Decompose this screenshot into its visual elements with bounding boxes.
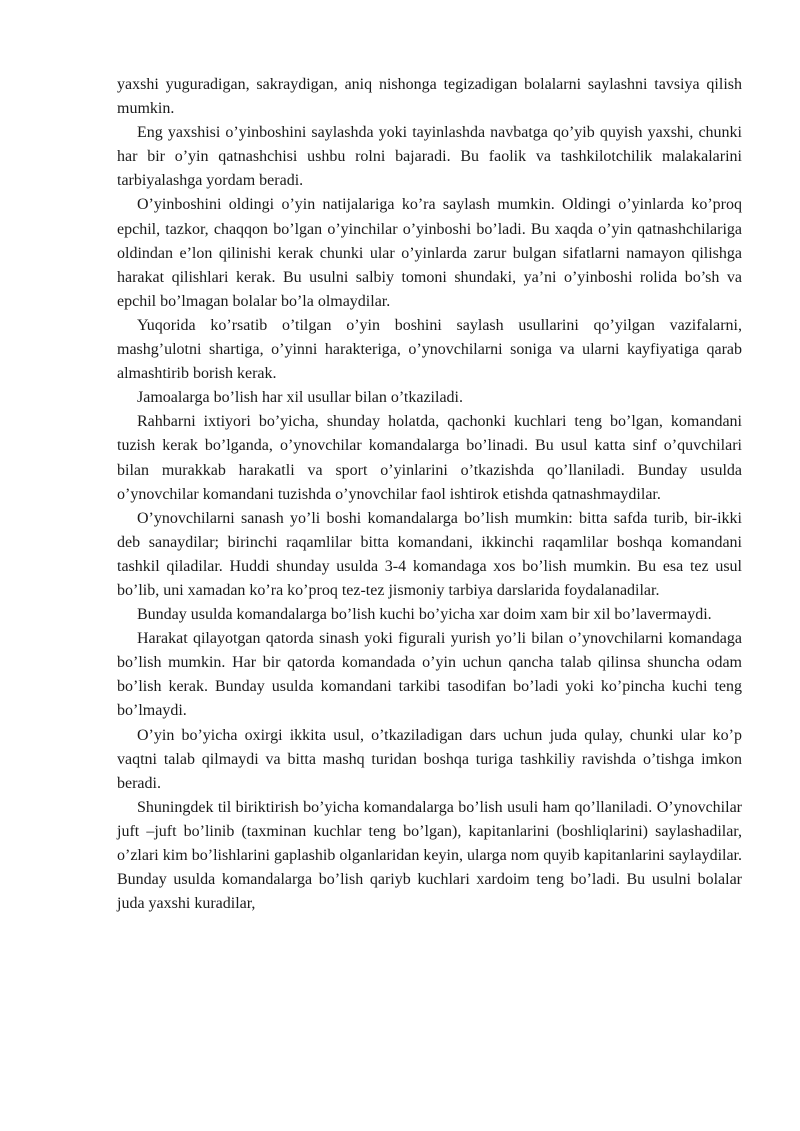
paragraph-pairing-method: Shuningdek til biriktirish bo’yicha komandalarga bo’lish usuli ham qo’llaniladi. O’ynovchilar juft –juft bo’linib (taxminan kuchlar teng bo’lgan), kapitanlarini (boshliqlarini) saylashadilar, o’zlari kim bo’lishlarini gaplashib olganlaridan keyin, ularga nom quyib kapitanlarini saylaydilar. Bunday usulda komandalarga bo’lish qariyb kuchlari xardoim teng bo’ladi. Bu usulni bolalar juda yaxshi kuradilar, (117, 798, 742, 913)
paragraph-rotating-leader: Eng yaxshisi o’yinboshini saylashda yoki tayinlashda navbatga qo’yib quyish yaxshi, chunki har bir o’yin qatnashchisi ushbu rolni bajaradi. Bu faolik va tashkilotchilik malakalarini tarbiyalashga yordam beradi. (117, 124, 742, 190)
paragraph-last-two-methods: O’yin bo’yicha oxirgi ikkita usul, o’tkaziladigan dars uchun juda qulay, chunki ular ko’p vaqtni talab qilmaydi va bitta mashq turidan boshqa turiga tashkiliy ravishda o’tishga imkon beradi. (117, 726, 742, 792)
paragraph-alternating-methods: Yuqorida ko’rsatib o’tilgan o’yin boshini saylash usullarini qo’yilgan vazifalarni, mashg’ulotni shartiga, o’yinni harakteriga, o’ynovchilarni soniga va ularni kayfiyatiga qarab almashtirib borish kerak. (117, 316, 742, 383)
paragraph-teacher-choice: Rahbarni ixtiyori bo’yicha, shunday holatda, qachonki kuchlari teng bo’lgan, komandani tuzish kerak bo’lganda, o’ynovchilar komandalarga bo’linadi. Bu usul katta sinf o’quvchilari bilan murakkab harakatli va sport o’yinlarini o’tkazishda qo’llaniladi. Bunday usulda o’ynovchilar komandani tuzishda o’ynovchilar faol ishtirok etishda qatnashmaydilar. (117, 413, 742, 503)
paragraph-team-division-intro: Jamoalarga bo’lish har xil usullar bilan o’tkaziladi. (137, 389, 463, 407)
paragraph-continuation: yaxshi yuguradigan, sakraydigan, aniq nishonga tegizadigan bolalarni saylashni tavsiya qilish mumkin. (117, 76, 742, 118)
paragraph-counting-method: O’ynovchilarni sanash yo’li boshi komandalarga bo’lish mumkin: bitta safda turib, bir-ikki deb sanaydilar; birinchi raqamlilar bitta komandani, ikkinchi raqamlilar boshqa komandani tashkil qiladilar. Huddi shunday usulda 3-4 komandaga xos bo’lish mumkin. Bu esa tez usul bo’lib, uni xamadan ko’ra ko’proq tez-tez jismoniy tarbiya darslarida foydalanadilar. (117, 509, 742, 599)
document-page (117, 73, 742, 916)
paragraph-figure-walking: Harakat qilayotgan qatorda sinash yoki figurali yurish yo’li bilan o’ynovchilarni komandaga bo’lish mumkin. Har bir qatorda komandada o’yin uchun qancha talab qilinsa shuncha odam bo’lish kerak. Bunday usulda komandani tarkibi tasodifan bo’ladi yoki ko’pincha kuchi teng bo’lmaydi. (117, 630, 742, 720)
paragraph-leader-by-results: O’yinboshini oldingi o’yin natijalariga ko’ra saylash mumkin. Oldingi o’yinlarda ko’proq epchil, tazkor, chaqqon bo’lgan o’yinchilar o’yinboshi bo’ladi. Bu xaqda o’yin qatnashchilariga oldindan e’lon qilinishi kerak chunki ular o’yinlarda zarur bulgan sifatlarni namayon qilishga harakat qilishlari kerak. Bu usulni salbiy tomoni shundaki, ya’ni o’yinboshi rolida bo’sh va epchil bo’lmagan bolalar bo’la olmaydilar. (117, 196, 742, 310)
paragraph-unequal-strength: Bunday usulda komandalarga bo’lish kuchi bo’yicha xar doim xam bir xil bo’lavermaydi. (137, 606, 712, 624)
